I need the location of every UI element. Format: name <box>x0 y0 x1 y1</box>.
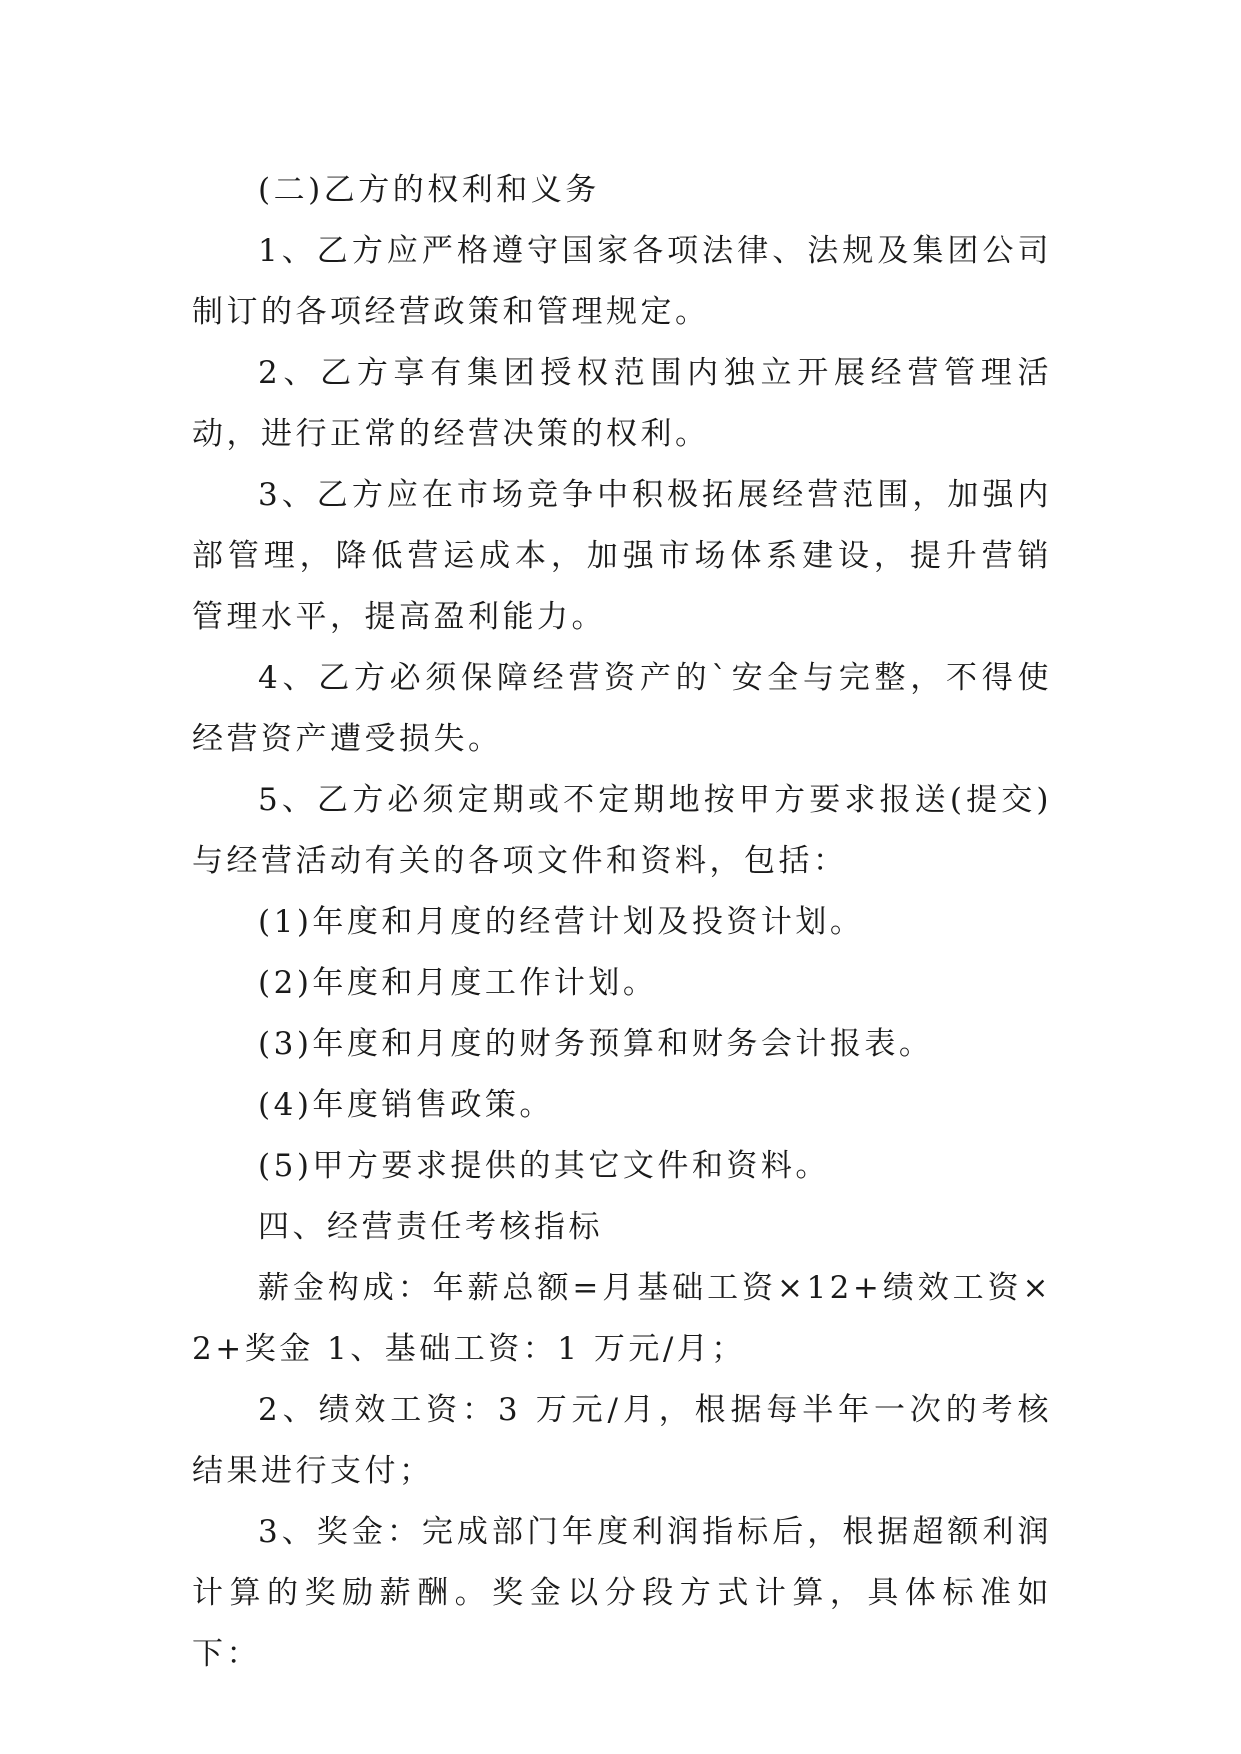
list-item-3: (3)年度和月度的财务预算和财务会计报表。 <box>258 1026 934 1062</box>
performance-pay: 2、绩效工资：3 万元/月，根据每半年一次的考核结果进行支付； <box>192 1392 1052 1489</box>
clause-4-asset-safety: 4、乙方必须保障经营资产的`安全与完整，不得使经营资产遭受损失。 <box>192 660 1052 757</box>
salary-structure: 薪金构成：年薪总额=月基础工资×12+绩效工资×2+奖金 1、基础工资：1 万元/月； <box>192 1270 1052 1367</box>
section-heading-assessment: 四、经营责任考核指标 <box>258 1209 603 1245</box>
section-heading-party-b-rights: (二)乙方的权利和义务 <box>258 172 600 208</box>
bonus-terms: 3、奖金：完成部门年度利润指标后，根据超额利润计算的奖励薪酬。奖金以分段方式计算，具体标准如下： <box>192 1514 1052 1672</box>
list-item-1: (1)年度和月度的经营计划及投资计划。 <box>258 904 865 940</box>
list-item-2: (2)年度和月度工作计划。 <box>258 965 658 1001</box>
clause-5-reporting: 5、乙方必须定期或不定期地按甲方要求报送(提交)与经营活动有关的各项文件和资料，包括： <box>192 782 1052 879</box>
clause-2-authority: 2、乙方享有集团授权范围内独立开展经营管理活动，进行正常的经营决策的权利。 <box>192 355 1052 452</box>
clause-1-compliance: 1、乙方应严格遵守国家各项法律、法规及集团公司制订的各项经营政策和管理规定。 <box>192 233 1052 330</box>
list-item-4: (4)年度销售政策。 <box>258 1087 554 1123</box>
document-body <box>192 160 1052 1685</box>
clause-3-market-expansion: 3、乙方应在市场竞争中积极拓展经营范围，加强内部管理，降低营运成本，加强市场体系建设，提升营销管理水平，提高盈利能力。 <box>192 477 1052 635</box>
list-item-5: (5)甲方要求提供的其它文件和资料。 <box>258 1148 830 1184</box>
